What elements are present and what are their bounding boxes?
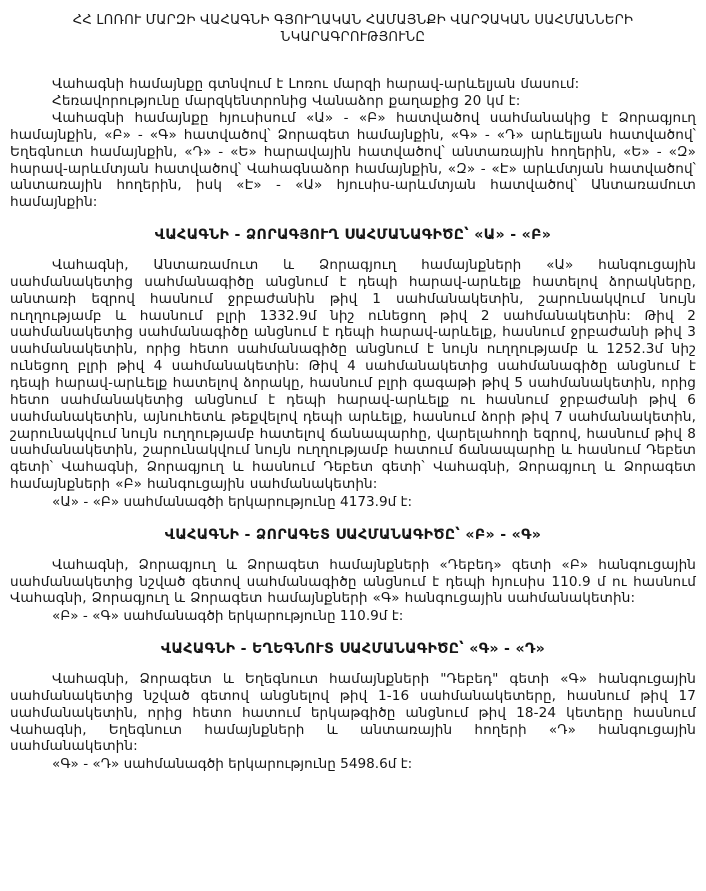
section-body-a-b: Վահագնի, Անտառամուտ և Ձորագյուղ համայնքների «Ա» հանգուցային սահմանակետից սահմանագիծը անցնում է դեպի հարավ-արևելք հատելով ձորակները, անտառի եզրով հասնում ջրբաժանին թիվ 1 սահմանակետին, շարունակվում նույն ուղղությամբ և հասնում բլրի 1332.9մ նիշ ունեցող թիվ 2 սահմանակետին: Թիվ 2 սահմանակետից սահմանագիծը անցնում է դեպի հարավ-արևելք, հասնում ջրբաժանի թիվ 3 սահմանակետին, որից հետո սահմանագիծը անցնում է նույն ուղղությամբ և 1252.3մ նիշ ունեցող բլրի թիվ 4 սահմանակետին: Թիվ 4 սահմանակետից սահմանագիծը անցնում է դեպի հարավ-արևելք հատելով ձորակը, հասնում բլրի գագաթի թիվ 5 սահմանակետին, որից հետո սահմանակետից անցնում է դեպի հարավ-արևելք ու հասնում ջրբաժանի թիվ 6 սահմանակետին, այնուհետև թեքվելով դեպի արևելք, հասնում ձորի թիվ 7 սահմանակետին, շարունակվում նույն ուղղությամբ հատելով ճանապարհը, վարելահողի եզրով, հասնում թիվ 8 սահմանակետին, շարունակվում նույն ուղղությամբ հատում ճանապարհը և հասնում Դեբետ գետի՝ Վահագնի, Ձորագյուղ և հասնում Դեբետ գետի՝ Վահագնի, Ձորագյուղ և Ձորագետ համայնքների «Բ» հանգուցային սահմանակետին: xyxy=(10,257,696,493)
document-body xyxy=(10,76,696,773)
document-title xyxy=(51,12,655,46)
section-heading-g-d: ՎԱՀԱԳՆԻ - ԵՂԵԳՆՈՒՏ ՍԱՀՄԱՆԱԳԻԾԸ՝ «Գ» - «Դ» xyxy=(160,641,546,658)
section-length-a-b: «Ա» - «Բ» սահմանագծի երկարությունը 4173.9մ է: xyxy=(52,493,413,510)
section-length-g-d: «Գ» - «Դ» սահմանագծի երկարությունը 5498.6մ է: xyxy=(52,756,413,773)
intro-paragraph-location: Վահագնի համայնքը գտնվում է Լոռու մարզի հարավ-արևելյան մասում: xyxy=(52,76,580,93)
section-length-b-g: «Բ» - «Գ» սահմանագծի երկարությունը 110.9մ է: xyxy=(52,608,404,625)
intro-paragraph-distance: Հեռավորությունը մարզկենտրոնից Վանաձոր քաղաքից 20 կմ է: xyxy=(52,93,521,110)
document-title-line2: ՆԿԱՐԱԳՐՈՒԹՅՈՒՆԸ xyxy=(280,30,426,46)
section-heading-b-g: ՎԱՀԱԳՆԻ - ՁՈՐԱԳԵՏ ՍԱՀՄԱՆԱԳԻԾԸ՝ «Բ» - «Գ» xyxy=(164,526,542,543)
intro-paragraph-neighbors: Վահագնի համայնքը հյուսիսում «Ա» - «Բ» հատվածով սահմանակից է Ձորագյուղ համայնքին, «Բ» - «Գ» հատվածով՝ Ձորագետ համայնքին, «Գ» - «Դ» արևելյան հատվածով՝ Եղեգնուտ համայնքին, «Դ» - «Ե» հարավային հատվածով՝ անտառային հողերին, «Ե» - «Զ» հարավ-արևմտյան հատվածով՝ Վահագնաձոր համայնքին, «Զ» - «Է» արևմտյան հատվածով՝ անտառային հողերին, իսկ «Է» - «Ա» հյուսիս-արևմտյան հատվածով՝ Անտառամուտ համայնքին: xyxy=(10,110,696,211)
document-title-line1: ՀՀ ԼՈՌՈՒ ՄԱՐԶԻ ՎԱՀԱԳՆԻ ԳՅՈՒՂԱԿԱՆ ՀԱՄԱՅՆՔԻ ՎԱՐՉԱԿԱՆ ՍԱՀՄԱՆՆԵՐԻ xyxy=(72,13,634,28)
section-body-b-g: Վահագնի, Ձորագյուղ և Ձորագետ համայնքների «Դեբեդ» գետի «Բ» հանգուցային սահմանակետից նշված գետով սահմանագիծը անցնում է դեպի հյուսիս 110.9 մ ու հասնում Վահագնի, Ձորագյուղ և Ձորագետ համայնքների «Գ» հանգուցային սահմանակետին: xyxy=(10,556,696,607)
section-body-g-d: Վահագնի, Ձորագետ և Եղեգնուտ համայնքների "Դեբեդ" գետի «Գ» հանգուցային սահմանակետից նշված գետով անցնելով թիվ 1-16 սահմանակետերը, հասնում թիվ 17 սահմանակետին, որից հետո հատում երկաթգիծը անցնում թիվ 18-24 կետերը հասնում Վահագնի, Եղեգնուտ համայնքների և անտառային հողերի «Դ» հանգուցային սահմանակետին: xyxy=(10,671,696,755)
section-heading-a-b: ՎԱՀԱԳՆԻ - ՁՈՐԱԳՅՈՒՂ ՍԱՀՄԱՆԱԳԻԾԸ՝ «Ա» - «Բ» xyxy=(154,227,552,244)
